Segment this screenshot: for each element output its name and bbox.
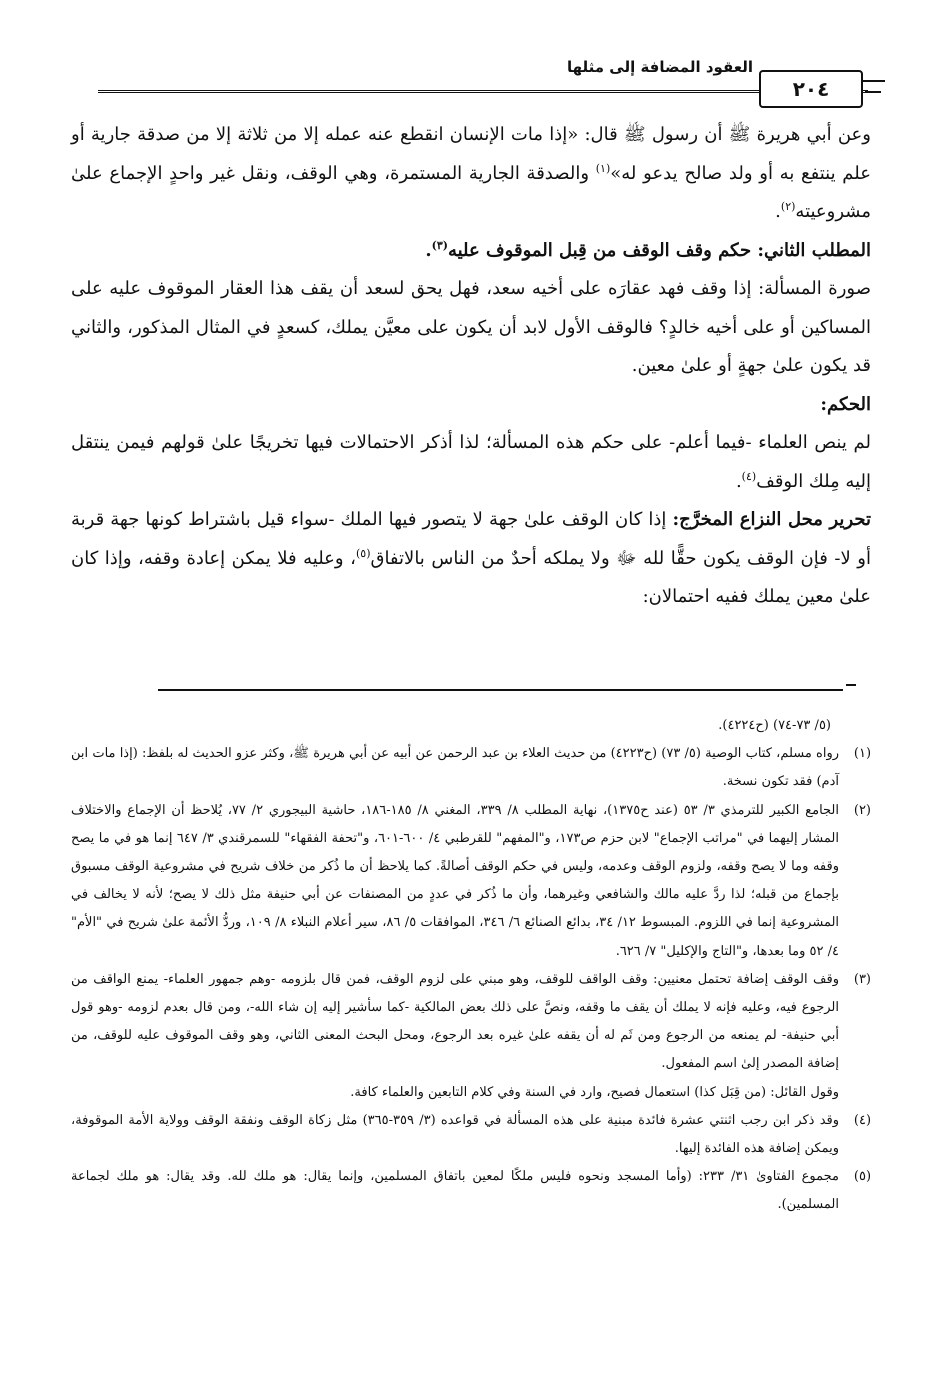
footnote-ref[interactable]: (١) <box>595 161 611 175</box>
footnote-text: الجامع الكبير للترمذي ٣/ ٥٣ (عند ح١٣٧٥)، نهاية المطلب ٨/ ٣٣٩، المغني ٨/ ١٨٥-١٨٦، حاشية البيجوري ٢/ ٧٧، يُلاحظ أن الإجماع والاختلاف المشار إليهما في "مراتب الإجماع" لابن حزم ص١٧٣، و"المفهم" للقرطبي ٤/ ٦٠٠-٦٠١، و"تحفة الفقهاء" للسمرقندي ٣/ ٦٤٧ إنما هو في ما يصح وقفه وما لا يصح وقفه، ولزوم الوقف وعدمه، وليس في حكم الوقف أصالةً. كما يلاحظ أن ما ذُكر من خلاف شريح في مشروعية الوقف مسبوق بإجماع من قبله؛ لذا ردَّ عليه مالك والشافعي وغيرهما، وأن ما ذُكر في عددٍ من المصنفات عن أبي حنيفة مثل ذلك لا يصح؛ لأنه لا يخالف في المشروعية إنما في اللزوم. المبسوط ١٢/ ٣٤، بدائع الصنائع ٦/ ٣٤٦، الموافقات ٥/ ٨٦، سير أعلام النبلاء ٨/ ١٠٩، وردُّ الأئمة علىٰ شريح في "الأم" ٤/ ٥٢ وما بعدها، و"التاج والإكليل" ٧/ ٦٢٦. <box>71 802 840 959</box>
paragraph: لم ينص العلماء -فيما أعلم- على حكم هذه المسألة؛ لذا أذكر الاحتمالات فيها تخريجًا علىٰ قولهم فيمن ينتقل إليه مِلك الوقف$^{(٤)}$. <box>71 432 871 492</box>
page-number <box>759 70 863 108</box>
footnote-ref[interactable]: (٢) <box>780 200 796 213</box>
main-text <box>71 116 871 617</box>
footnote-text: وقف الوقف إضافة تحتمل معنيين: وقف الواقف للوقف، وهو مبني على لزوم الوقف، فمن قال بلزومه -وهم جمهور العلماء- يمنع الواقف من الرجوع فيه، وعليه فإنه لا يملك أن يقف ما وقفه، ونصَّ على ذلك بعض المالكية -كما سأشير إليه إن شاء الله-، ومن قال بعدم لزومه -وهو قول أبي حنيفة- لم يمنعه من الرجوع ومن ثَم له أن يقفه علىٰ غيره بعد الرجوع، ومحل البحث المعنى الثاني، وهو وقف الموقوف عليه للوقف، من إضافة المصدر إلىٰ اسم المفعول. <box>71 971 839 1072</box>
heading-text: المطلب الثاني: حكم وقف الوقف من قِبل الموقوف عليه <box>447 239 871 261</box>
paragraph: تحرير محل النزاع المخرَّج: إذا كان الوقف علىٰ جهة لا يتصور فيها الملك -سواء قيل باشتراط كونها جهة قربة أو لا- فإن الوقف يكون حقًّا لله ﷻ ولا يملكه أحدٌ من الناس بالاتفاق$^{(٥)}$، وعليه فلا يمكن إعادة وقفه، وإذا كان علىٰ معين يملك ففيه احتمالان: <box>71 509 871 607</box>
paragraph-text: لم ينص العلماء -فيما أعلم- على حكم هذه المسألة؛ لذا أذكر الاحتمالات فيها تخريجًا علىٰ قولهم فيمن ينتقل إليه مِلك الوقف <box>71 432 871 492</box>
footnotes <box>71 712 871 1220</box>
paragraph: وعن أبي هريرة ﷺ أن رسول ﷺ قال: «إذا مات الإنسان انقطع عنه عمله إلا من ثلاثة إلا من صدقة جارية أو علم ينتفع به أو ولد صالح يدعو له»$^{(١)}$ والصدقة الجارية المستمرة، وهي الوقف، ونقل غير واحدٍ الإجماع علىٰ مشروعيته$^{(٢)}$. <box>71 124 871 222</box>
footnote-item <box>71 797 871 966</box>
running-title: العقود المضافة إلى مثلها <box>567 58 753 76</box>
footnote-separator-tick <box>846 684 856 686</box>
paragraph-text: والصدقة الجارية المستمرة، وهي الوقف، ونقل غير واحدٍ الإجماع علىٰ مشروعيته <box>71 162 871 222</box>
page-number-text: ٢٠٤ <box>792 77 830 101</box>
footnote-item <box>71 1107 871 1163</box>
header-rule-tick <box>865 91 881 93</box>
header-rule-tick <box>863 80 885 82</box>
footnote-item <box>71 1163 871 1219</box>
footnote-text: مجموع الفتاوىٰ ٣١/ ٢٣٣: (وأما المسجد ونحوه فليس ملكًا لمعين باتفاق المسلمين، وإنما يقال: هو ملك لله. وقد يقال: هو ملك لجماعة المسلمين). <box>71 1169 840 1213</box>
ruling-label: الحكم: <box>820 393 871 415</box>
footnote-subparagraph: وقول القائل: (من قِبَل كذا) استعمال فصيح، وارد في السنة وفي كلام التابعين والعلماء كافة. <box>350 1084 839 1100</box>
footnote-number: (٥) <box>853 1169 872 1185</box>
footnote-text: وقد ذكر ابن رجب اثنتي عشرة فائدة مبنية على هذه المسألة في قواعده (٣/ ٣٥٩-٣٦٥) مثل زكاة الوقف ونفقة الوقف وولاية الأمة الموقوفة، ويمكن إضافة هذه الفائدة إليها. <box>71 1112 840 1157</box>
section-heading: المطلب الثاني: حكم وقف الوقف من قِبل الموقوف عليه$^{(٣)}$. <box>425 238 871 261</box>
paragraph-text: صورة المسألة: إذا وقف فهد عقارَه على أخيه سعد، فهل يحق لسعد أن يقف هذا العقار الموقوف عليه على المساكين أو على أخيه خالدٍ؟ فالوقف الأول لابد أن يكون على معيَّن يملك، كسعدٍ في المثال المذكور، والثاني قد يكون علىٰ جهةٍ أو علىٰ معين. <box>71 278 872 376</box>
footnote-number: (٣) <box>853 971 871 987</box>
footnote-number: (٢) <box>853 802 871 818</box>
footnote-item <box>71 740 871 796</box>
paragraph <box>71 270 871 386</box>
footnote-ref[interactable]: (٤) <box>741 469 757 483</box>
footnote-text: رواه مسلم، كتاب الوصية (٥/ ٧٣) (ح٤٢٢٣) من حديث العلاء بن عبد الرحمن عن أبيه عن أبي هريرة ﷺ، وكثر عزو الحديث له بلفظ: (إذا مات ابن آدم) فقد تكون نسخة. <box>71 746 840 790</box>
footnote-item <box>71 966 871 1079</box>
header-rule <box>98 90 868 93</box>
paragraph-text: وعن أبي هريرة ﷺ أن رسول ﷺ قال: «إذا مات الإنسان انقطع عنه عمله إلا من ثلاثة إلا من صدقة جارية أو علم ينتفع به أو ولد صالح يدعو له» <box>71 124 871 184</box>
footnote-continuation: (٥/ ٧٣-٧٤) (ح٤٢٢٤). <box>718 718 831 733</box>
inline-heading: تحرير محل النزاع المخرَّج: <box>672 509 871 530</box>
paragraph-text: إذا كان الوقف علىٰ جهة لا يتصور فيها الملك -سواء قيل باشتراط كونها جهة قربة أو لا- فإن الوقف يكون حقًّا لله ﷻ ولا يملكه أحدٌ من الناس بالاتفاق <box>71 509 871 569</box>
footnote-ref[interactable]: (٣) <box>431 238 448 252</box>
footnote-number: (٤) <box>853 1112 872 1128</box>
footnote-number: (١) <box>853 746 872 762</box>
footnote-separator <box>158 689 843 691</box>
footnote-ref[interactable]: (٥) <box>355 546 371 560</box>
